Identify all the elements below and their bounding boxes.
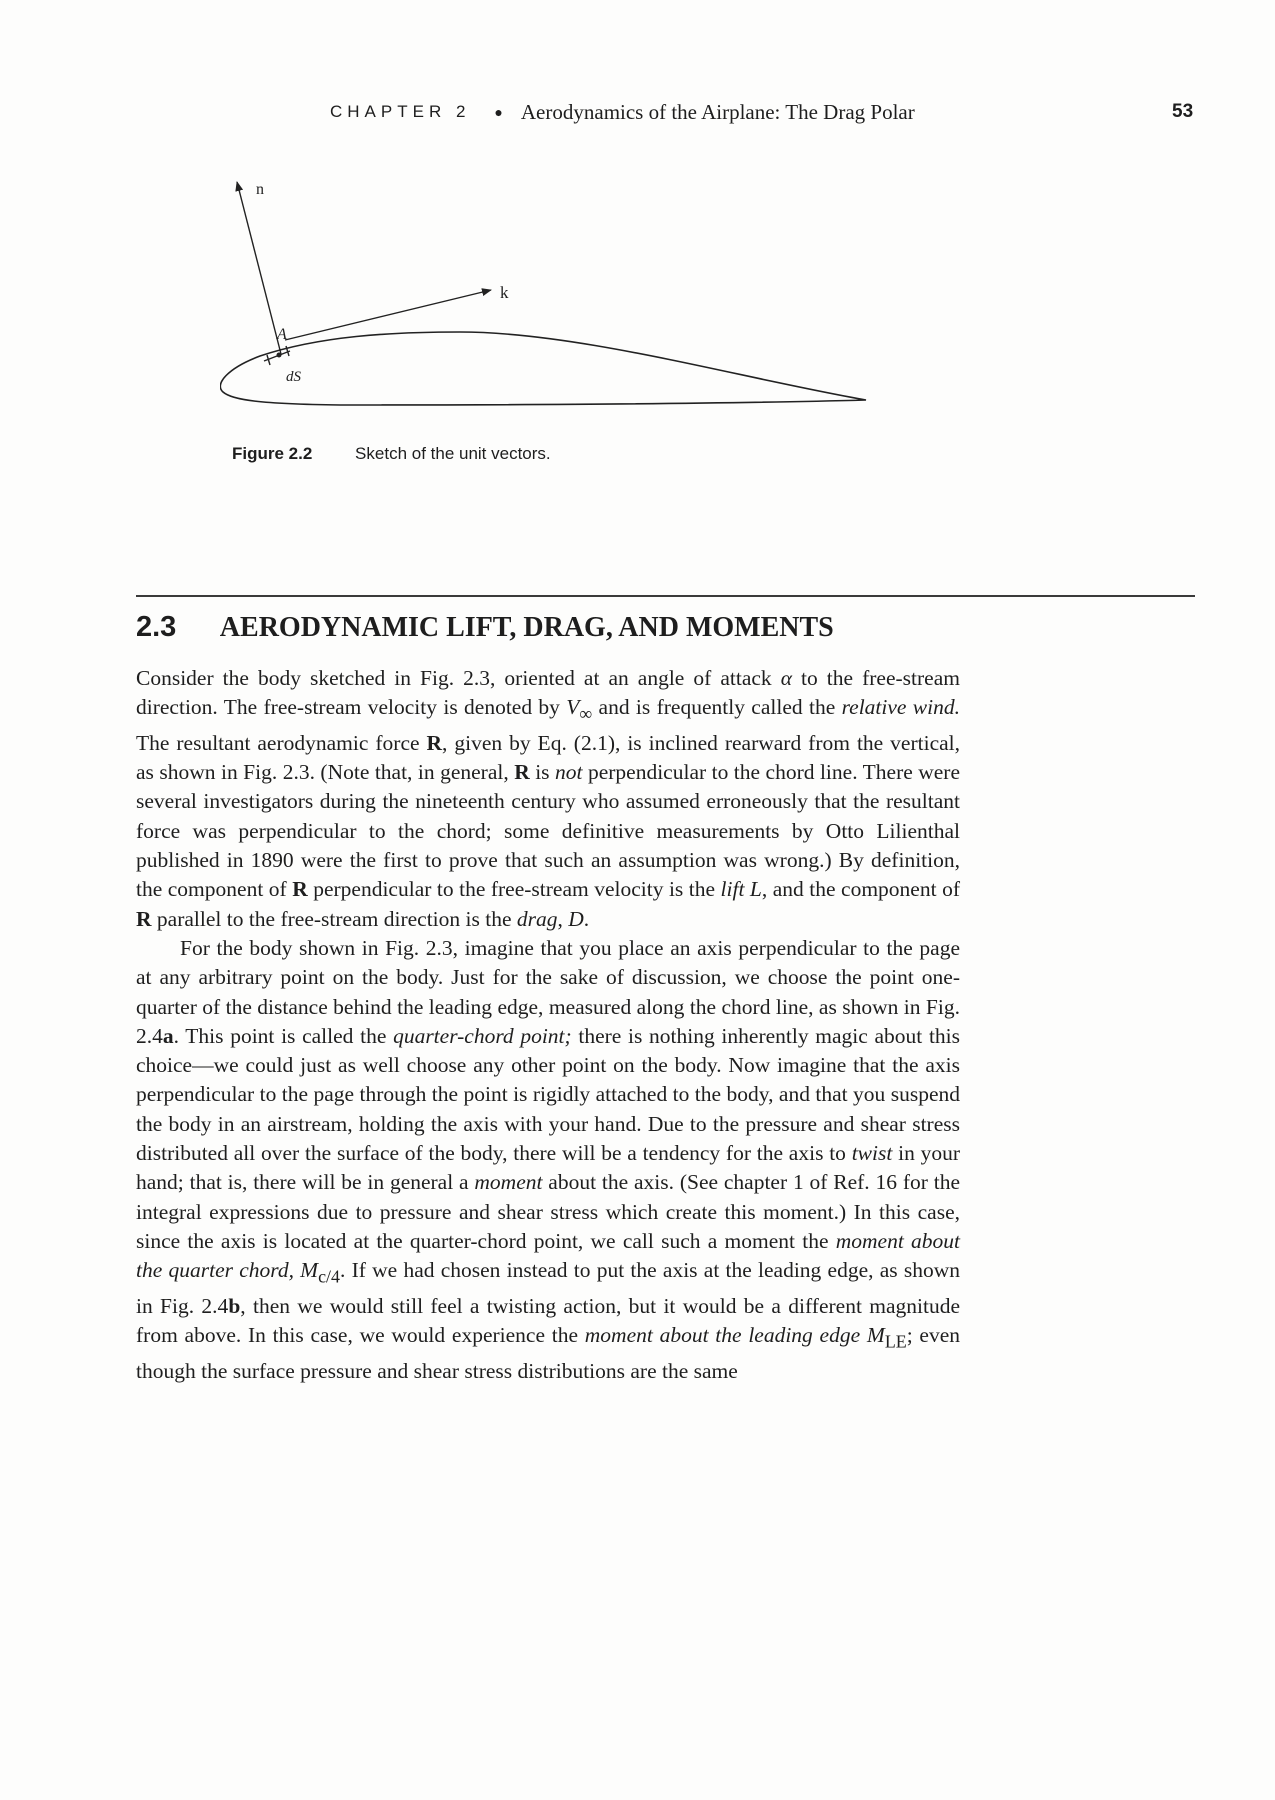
text-run: Consider the body sketched in Fig. 2.3, oriented at an angle of attack: [136, 666, 781, 690]
figure-number: Figure 2.2: [232, 444, 313, 463]
airfoil-outline: [220, 332, 866, 405]
text-run: b: [228, 1293, 241, 1318]
text-run: perpendicular to the free-stream velocity is the: [307, 877, 721, 902]
text-run: . If we had chosen instead to put the axis at the leading edge, as shown in Fig. 2.4: [136, 1258, 960, 1318]
unit-vector-sketch: [220, 172, 870, 422]
subscript: LE: [884, 1331, 907, 1352]
running-head: [330, 98, 960, 126]
point-A: [277, 353, 282, 358]
chapter-label: CHAPTER 2: [330, 102, 471, 121]
text-run: perpendicular to the chord line. There were several investigators during the nineteenth century who assumed erroneously that the resultant force was perpendicular to the chord; some definitive measurements by Otto Lilienthal published in 1890 were the first to prove that such an assumption was wrong.) By definition, the component of: [136, 760, 961, 902]
text-run: α: [780, 666, 792, 690]
text-run: parallel to the free-stream direction is the: [151, 906, 517, 931]
text-run: is: [529, 760, 556, 785]
text-run: drag: [516, 906, 558, 931]
subscript: c/4: [318, 1266, 340, 1287]
text-run: . This point is called the: [173, 1023, 394, 1048]
figure-caption-text: Sketch of the unit vectors.: [355, 444, 551, 463]
text-run: a: [162, 1023, 174, 1048]
text-run: ,: [557, 906, 569, 931]
text-run: moment about the leading edge M: [584, 1323, 885, 1348]
text-run: R: [514, 760, 530, 785]
text-run: D: [568, 906, 584, 931]
label-dS: dS: [286, 369, 301, 385]
label-n: n: [256, 181, 264, 198]
text-run: about the axis. (See chapter 1 of Ref. 16 for the integral expressions due to pressure and shear stress which create this moment.) In this case, since the axis is located at the quarter-chord point, we call such a moment the: [136, 1170, 960, 1253]
subscript: ∞: [579, 703, 593, 724]
bullet-icon: ●: [494, 104, 503, 120]
text-run: The resultant aerodynamic force: [136, 730, 427, 755]
text-run: ; even though the surface pressure and shear stress distributions are the same: [136, 1323, 961, 1383]
text-run: moment: [474, 1170, 543, 1195]
paragraph: [136, 934, 960, 1386]
section-heading: [136, 605, 1136, 650]
text-run: and is frequently called the: [592, 695, 842, 720]
text-run: R: [136, 906, 152, 931]
text-run: moment about the quarter chord, M: [136, 1228, 960, 1283]
text-run: , and the component of: [761, 877, 960, 902]
page-number: 53: [1172, 101, 1194, 122]
text-run: not: [555, 760, 583, 785]
text-run: V: [566, 695, 580, 720]
figure-caption: [232, 444, 551, 464]
section-rule: [136, 595, 1195, 597]
text-run: , given by Eq. (2.1), is inclined rearward from the vertical, as shown in Fig. 2.3. (Note that, in general,: [136, 730, 961, 785]
text-run: R: [426, 730, 443, 755]
normal-vector-n: [237, 182, 281, 354]
text-run: .: [583, 906, 590, 931]
text-run: For the body shown in Fig. 2.3, imagine that you place an axis perpendicular to the page at any arbitrary point on the body. Just for the sake of discussion, we choose the point one-quarter of the distance behind the leading edge, measured along the chord line, as shown in Fig. 2.4: [136, 935, 960, 1048]
section-number: 2.3: [136, 611, 177, 643]
text-run: relative wind.: [841, 695, 960, 720]
text-run: , then we would still feel a twisting action, but it would be a different magnitude from above. In this case, we would experience the: [136, 1293, 960, 1348]
label-A: A: [277, 326, 287, 343]
section-title: AERODYNAMIC LIFT, DRAG, AND MOMENTS: [219, 612, 834, 643]
text-run: quarter-chord point;: [393, 1023, 572, 1048]
unit-vector-diagram: [220, 172, 870, 422]
text-run: twist: [851, 1141, 893, 1166]
text-run: lift L: [720, 877, 762, 902]
text-run: there is nothing inherently magic about this choice—we could just as well choose any other point on the body. Now imagine that the axis perpendicular to the page through the point is rigidly attached to the body, and that you suspend the body in an airstream, holding the axis with your hand. Due to the pressure and shear stress distributed all over the surface of the body, there will be a tendency for the axis to: [136, 1023, 961, 1166]
text-run: R: [292, 877, 308, 902]
paragraph: [136, 664, 960, 934]
text-run: in your hand; that is, there will be in general a: [136, 1141, 960, 1195]
text-run: to the free-stream direction. The free-stream velocity is denoted by: [136, 666, 960, 720]
body-text: [136, 664, 960, 1386]
running-head-title: Aerodynamics of the Airplane: The Drag Polar: [520, 99, 915, 124]
label-k: k: [500, 283, 509, 302]
